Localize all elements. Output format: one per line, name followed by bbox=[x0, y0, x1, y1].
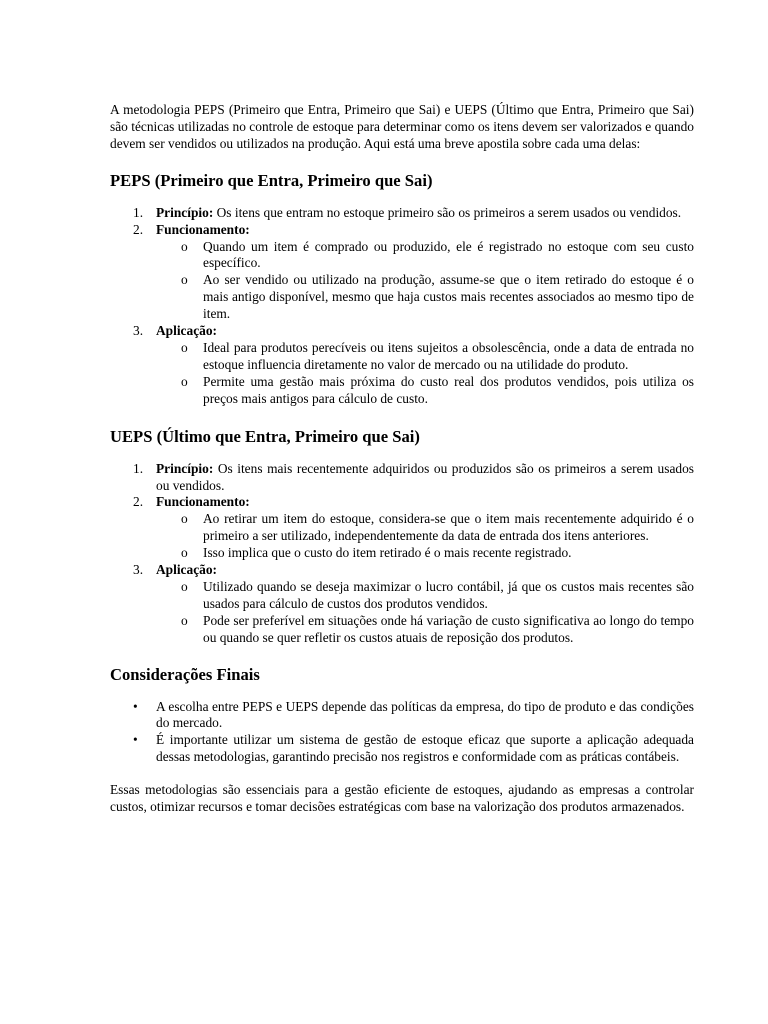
closing-paragraph: Essas metodologias são essenciais para a gestão eficiente de estoques, ajudando as empresas a controlar custos, otimizar recursos e tomar decisões estratégicas com base na valorização dos produtos armazenados. bbox=[110, 782, 694, 815]
peps-item-aplicacao bbox=[133, 323, 694, 408]
ueps-item-aplicacao bbox=[133, 562, 694, 647]
item-label: Princípio: bbox=[156, 204, 214, 220]
sub-item: o Ao retirar um item do estoque, considera-se que o item mais recentemente adquirido é o primeiro a ser utilizado, independentemente da data de entrada dos itens anteriores. bbox=[203, 511, 694, 545]
sub-list bbox=[156, 579, 694, 647]
sub-list bbox=[156, 340, 694, 408]
sub-item: o Ao ser vendido ou utilizado na produção, assume-se que o item retirado do estoque é o mais antigo disponível, mesmo que haja custos mais recentes associados ao mesmo tipo de item. bbox=[203, 272, 694, 323]
ueps-heading: UEPS (Último que Entra, Primeiro que Sai) bbox=[110, 426, 420, 446]
peps-item-funcionamento bbox=[133, 221, 694, 323]
list-number: 1. bbox=[133, 460, 144, 476]
list-number: 3. bbox=[133, 562, 144, 578]
ueps-item-principio bbox=[133, 460, 694, 495]
item-label: Funcionamento: bbox=[156, 221, 250, 237]
list-number: 3. bbox=[133, 323, 144, 339]
ueps-list bbox=[110, 461, 694, 647]
sub-item: o Ideal para produtos perecíveis ou itens sujeitos a obsolescência, onde a data de entrada no estoque influencia diretamente no valor de mercado ou na utilidade do produto. bbox=[203, 340, 694, 374]
intro-paragraph: A metodologia PEPS (Primeiro que Entra, Primeiro que Sai) e UEPS (Último que Entra, Primeiro que Sai) são técnicas utilizadas no controle de estoque para determinar como os itens devem ser valorizados e quando devem ser vendidos ou utilizados na produção. Aqui está uma breve apostila sobre cada uma delas: bbox=[110, 102, 694, 151]
peps-list bbox=[110, 205, 694, 408]
list-number: 2. bbox=[133, 494, 144, 510]
item-label: Aplicação: bbox=[156, 323, 217, 339]
peps-heading: PEPS (Primeiro que Entra, Primeiro que Sai) bbox=[110, 170, 433, 190]
ueps-item-funcionamento bbox=[133, 494, 694, 562]
item-label: Funcionamento: bbox=[156, 494, 250, 510]
sub-list bbox=[156, 511, 694, 562]
list-number: 1. bbox=[133, 204, 144, 220]
item-label: Aplicação: bbox=[156, 562, 217, 578]
item-label: Princípio: bbox=[156, 460, 214, 476]
item-text: Os itens que entram no estoque primeiro são os primeiros a serem usados ou vendidos. bbox=[213, 204, 682, 220]
bullet-item: • A escolha entre PEPS e UEPS depende das políticas da empresa, do tipo de produto e das condições do mercado. bbox=[156, 699, 694, 733]
sub-list bbox=[156, 239, 694, 324]
document-page bbox=[110, 102, 694, 816]
sub-item: o Utilizado quando se deseja maximizar o lucro contábil, já que os custos mais recentes são usados para cálculo de custos dos produtos vendidos. bbox=[203, 579, 694, 613]
final-bullet-list bbox=[110, 699, 694, 767]
sub-item: o Permite uma gestão mais próxima do custo real dos produtos vendidos, pois utiliza os preços mais antigos para cálculo de custo. bbox=[203, 374, 694, 408]
sub-item: o Quando um item é comprado ou produzido, ele é registrado no estoque com seu custo específico. bbox=[203, 239, 694, 273]
list-number: 2. bbox=[133, 221, 144, 237]
sub-item: o Isso implica que o custo do item retirado é o mais recente registrado. bbox=[203, 545, 694, 562]
item-text: Os itens mais recentemente adquiridos ou produzidos são os primeiros a serem usados ou vendidos. bbox=[156, 460, 694, 493]
bullet-item: • É importante utilizar um sistema de gestão de estoque eficaz que suporte a aplicação adequada dessas metodologias, garantindo precisão nos registros e conformidade com as práticas contábeis. bbox=[156, 732, 694, 766]
final-heading: Considerações Finais bbox=[110, 664, 260, 684]
sub-item: o Pode ser preferível em situações onde há variação de custo significativa ao longo do tempo ou quando se quer refletir os custos atuais de reposição dos produtos. bbox=[203, 613, 694, 647]
peps-item-principio bbox=[133, 204, 694, 222]
